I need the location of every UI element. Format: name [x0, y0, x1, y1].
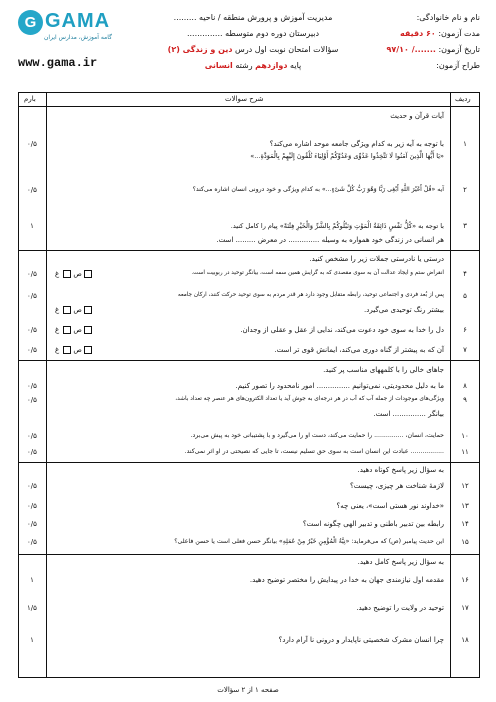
- false-label: غ: [55, 346, 60, 354]
- true-label: ص: [73, 326, 82, 334]
- true-checkbox[interactable]: [63, 346, 71, 354]
- true-false-choice[interactable]: [55, 306, 94, 314]
- section-title: آیات قرآن و حدیث: [390, 112, 444, 120]
- question-score: ۰/۵: [27, 382, 37, 390]
- section-title: درستی یا نادرستی جملات زیر را مشخص کنید.: [309, 255, 444, 263]
- question-text: بیانگر ............... است.: [373, 410, 444, 418]
- section-divider: [18, 554, 480, 555]
- question-number: ۱۲: [461, 482, 469, 490]
- question-score: ۱: [30, 636, 34, 644]
- question-number: ۱۷: [461, 604, 469, 612]
- false-label: غ: [55, 306, 60, 314]
- question-text: ما به دلیل محدودیتی، نمی‌توانیم ............... امور نامحدود را تصور کنیم.: [235, 382, 444, 390]
- designer-label: طراح آزمون:: [436, 61, 480, 70]
- duration-row: [330, 26, 480, 42]
- grade-label: پایه: [290, 61, 302, 70]
- subject-name: دین و زندگی (۲): [167, 45, 233, 54]
- question-score: ۰/۵: [27, 538, 37, 546]
- true-checkbox[interactable]: [63, 270, 71, 278]
- header-right: [330, 10, 480, 74]
- question-number: ۱۰: [461, 432, 469, 440]
- question-text: مقدمه اول نیازمندی جهان به خدا در پیدایش را مختصر توضیح دهید.: [249, 576, 444, 584]
- question-number: ۱۵: [461, 538, 469, 546]
- question-number: ۹: [463, 396, 467, 404]
- question-text: «یَا أَیُّهَا الَّذِینَ آمَنُوا لَا تَتَّخِذُوا عَدُوِّی وَعَدُوَّکُمْ أَوْلِیَاءَ تُلْقُونَ إِلَیْهِمْ بِالْمَوَدَّةِ...»: [250, 152, 444, 160]
- question-text: دل را خدا به سوی خود دعوت می‌کند، ندایی از عقل و عقلی از وجدان.: [240, 326, 444, 334]
- question-number: ۸: [463, 382, 467, 390]
- center-line-4: [148, 58, 358, 74]
- question-score: ۰/۵: [27, 292, 37, 300]
- center-line-2: دبیرستان دوره دوم متوسطه ..............: [186, 29, 320, 38]
- logo-tagline: گامه آموزش، مدارس ایران: [44, 34, 112, 41]
- date-row: [330, 42, 480, 58]
- question-text: آن که به پیشتر از گناه دوری می‌کند، ایمانش قوی تر است.: [274, 346, 444, 354]
- question-text: این حدیث پیامبر (ص) که می‌فرماید: «نِيَّةُ الْمُؤْمِنِ خَيْرٌ مِنْ عَمَلِهِ» بیانگر حسن فعلی است یا حسن فاعلی؟: [174, 538, 444, 545]
- question-number: ۱۴: [461, 520, 469, 528]
- question-text: چرا انسان مشرک شخصیتی ناپایدار و درونی نا آرام دارد؟: [278, 636, 444, 644]
- question-number: ۵: [463, 292, 467, 300]
- col-header-questions: شرح سوالات: [225, 95, 264, 103]
- false-label: غ: [55, 270, 60, 278]
- question-text: هر انسانی در زندگی خود همواره به وسیله .............. در معرض ......... است.: [216, 236, 444, 244]
- question-number: ۱۱: [461, 448, 469, 456]
- gama-logo: [18, 10, 133, 54]
- section-title: به سؤال زیر پاسخ کامل دهید.: [357, 558, 444, 566]
- question-score: ۰/۵: [27, 186, 37, 194]
- question-text: انقراض ستم و ایجاد عدالت آن به سوی مقصدی که به گرایش همین سمه است، بیانگر توحید در ربوبیت است.: [191, 270, 444, 276]
- question-score: ۱: [30, 222, 34, 230]
- section-divider: [18, 360, 480, 361]
- false-checkbox[interactable]: [84, 306, 92, 314]
- duration-label: مدت آزمون:: [438, 29, 480, 38]
- true-false-choice[interactable]: [55, 346, 94, 354]
- date-label: تاریخ آزمون:: [438, 45, 480, 54]
- question-score: ۰/۵: [27, 346, 37, 354]
- col-header-row: ردیف: [455, 95, 471, 103]
- header-row-divider: [18, 106, 480, 107]
- question-score: ۰/۵: [27, 448, 37, 456]
- true-checkbox[interactable]: [63, 306, 71, 314]
- question-text: با توجه به آیه زیر به کدام ویژگی جامعه موحد اشاره می‌کند؟: [269, 140, 444, 148]
- question-score: ۰/۵: [27, 326, 37, 334]
- question-number: ۱۶: [461, 576, 469, 584]
- logo-name: GAMA: [45, 10, 111, 32]
- question-text: «خداوند نور هستی است»، یعنی چه؟: [336, 502, 444, 510]
- true-false-choice[interactable]: [55, 326, 94, 334]
- col-header-score: بارم: [24, 95, 36, 103]
- question-score: ۰/۵: [27, 396, 37, 404]
- question-text: رابطه بین تدبیر باطنی و تدبیر الهی چگونه است؟: [302, 520, 444, 528]
- question-score: ۱: [30, 576, 34, 584]
- logo-mark: G: [18, 10, 43, 35]
- false-checkbox[interactable]: [84, 326, 92, 334]
- website-link[interactable]: www.gama.ir: [18, 56, 98, 70]
- col-divider-score: [46, 92, 47, 678]
- question-score: ۰/۵: [27, 270, 37, 278]
- question-text: آیه «قُلْ أَغَیْرَ اللَّهِ أَبْغِی رَبًّا وَهُوَ رَبُّ کُلِّ شَیْءٍ...» به کدام ویژگی و خود درونی انسان اشاره می‌کند؟: [192, 186, 444, 193]
- question-score: ۰/۵: [27, 502, 37, 510]
- question-score: ۰/۵: [27, 432, 37, 440]
- true-checkbox[interactable]: [63, 326, 71, 334]
- question-text: توحید در ولایت را توضیح دهید.: [356, 604, 444, 612]
- true-label: ص: [73, 306, 82, 314]
- duration-value: ۶۰ دقیقه: [400, 29, 436, 38]
- question-text: لازمهٔ شناخت هر چیزی، چیست؟: [350, 482, 444, 490]
- grade-value: دوازدهم: [255, 61, 288, 70]
- center-line-3: [148, 42, 358, 58]
- field-label: رشته: [235, 61, 253, 70]
- section-title: به سؤال زیر پاسخ کوتاه دهید.: [357, 466, 444, 474]
- question-text: حمایت، انسان، ............... را حمایت می‌کند، دست او را می‌گیرد و با پشتیبانی خود به پیش می‌برد.: [190, 432, 444, 439]
- section-divider: [18, 462, 480, 463]
- exam-title: سؤالات امتحان نوبت اول درس: [235, 45, 339, 54]
- question-text: با توجه به «کُلُّ نَفْسٍ ذَائِقَةُ الْمَوْتِ وَنَبْلُوکُمْ بِالشَّرِّ وَالْخَیْرِ فِتْنَةً» پیام را کامل کنید.: [230, 222, 444, 230]
- question-number: ۱۳: [461, 502, 469, 510]
- field-value: انسانی: [204, 61, 233, 70]
- question-number: ۷: [463, 346, 467, 354]
- question-number: ۳: [463, 222, 467, 230]
- question-text: پس از بُعد فردی و اجتماعی توحید، رابطه متقابل وجود دارد هر قدر مردم به سوی توحید حرکت کنند، ارکان جامعه: [177, 292, 444, 298]
- header-center: [148, 10, 358, 74]
- section-title: جاهای خالی را با کلمههای مناسب پر کنید.: [323, 366, 444, 374]
- center-line-1: مدیریت آموزش و پرورش منطقه / ناحیه .........: [173, 13, 333, 22]
- question-text: ................. عبادت این انسان است به سوی حق تسلیم نیست، تا جایی که نصیحتی در او اثر نمی‌کند.: [184, 448, 444, 455]
- question-score: ۰/۵: [27, 482, 37, 490]
- question-score: ۰/۵: [27, 140, 37, 148]
- question-score: ۱/۵: [27, 604, 37, 612]
- section-divider: [18, 250, 480, 251]
- true-false-choice[interactable]: [55, 270, 94, 278]
- true-label: ص: [73, 270, 82, 278]
- question-number: ۶: [463, 326, 467, 334]
- page-footer: صفحه ۱ از ۲ سؤالات: [217, 686, 279, 694]
- question-text: ویژگی‌های موجودات از جمله آب که آب در هر درجه‌ای به جوش آید یا تعداد الکترون‌های هر عنصر چه تعداد باشد،: [175, 396, 444, 402]
- student-name-label: نام و نام خانوادگی:: [416, 13, 480, 22]
- question-score: ۰/۵: [27, 520, 37, 528]
- true-label: ص: [73, 346, 82, 354]
- false-checkbox[interactable]: [84, 270, 92, 278]
- question-number: ۲: [463, 186, 467, 194]
- exam-header: [18, 10, 480, 88]
- question-number: ۱: [463, 140, 467, 148]
- date-value: ......./ ۹۷/۱۰: [386, 45, 436, 54]
- question-number: ۱۸: [461, 636, 469, 644]
- false-label: غ: [55, 326, 60, 334]
- question-number: ۴: [463, 270, 467, 278]
- question-text: بیشتر رنگ توحیدی می‌گیرد.: [364, 306, 444, 314]
- false-checkbox[interactable]: [84, 346, 92, 354]
